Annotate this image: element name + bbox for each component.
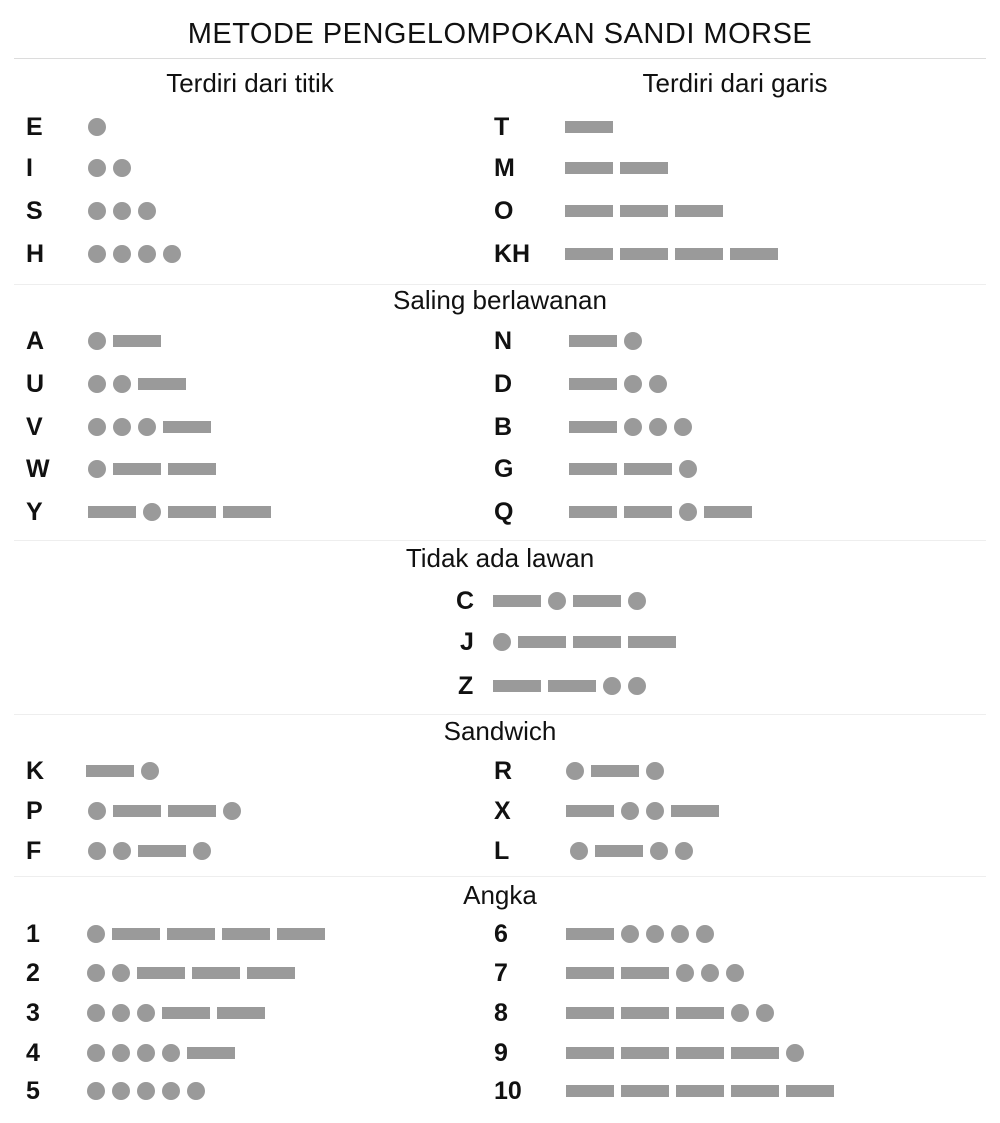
dot-symbol: [621, 802, 639, 820]
dot-symbol: [88, 202, 106, 220]
dash-symbol: [731, 1047, 779, 1059]
dot-symbol: [624, 418, 642, 436]
morse-label: S: [26, 197, 43, 225]
dot-symbol: [163, 245, 181, 263]
dash-symbol: [621, 1007, 669, 1019]
heading-dashes: Terdiri dari garis: [642, 68, 828, 98]
dot-symbol: [646, 802, 664, 820]
morse-label: B: [494, 413, 513, 441]
morse-label: P: [26, 797, 43, 825]
heading-numbers: Angka: [463, 880, 537, 910]
dash-symbol: [138, 845, 186, 857]
dot-symbol: [162, 1082, 180, 1100]
dash-symbol: [620, 162, 668, 174]
morse-label: I: [26, 154, 33, 182]
dot-symbol: [696, 925, 714, 943]
dash-symbol: [113, 463, 161, 475]
dot-symbol: [701, 964, 719, 982]
dash-symbol: [569, 463, 617, 475]
morse-label: 7: [494, 959, 508, 987]
dot-symbol: [679, 460, 697, 478]
morse-label: X: [494, 797, 511, 825]
dash-symbol: [548, 680, 596, 692]
dash-symbol: [569, 506, 617, 518]
dot-symbol: [113, 202, 131, 220]
morse-label: V: [26, 413, 43, 441]
dot-symbol: [88, 375, 106, 393]
dot-symbol: [649, 418, 667, 436]
dot-symbol: [187, 1082, 205, 1100]
section-divider: [14, 540, 986, 541]
morse-label: Y: [26, 498, 43, 526]
dash-symbol: [704, 506, 752, 518]
dash-symbol: [168, 463, 216, 475]
dash-symbol: [113, 335, 161, 347]
dot-symbol: [138, 418, 156, 436]
dot-symbol: [88, 460, 106, 478]
morse-label: G: [494, 455, 514, 483]
dot-symbol: [112, 1004, 130, 1022]
dot-symbol: [138, 245, 156, 263]
dot-symbol: [113, 159, 131, 177]
dash-symbol: [675, 248, 723, 260]
dot-symbol: [143, 503, 161, 521]
dot-symbol: [628, 592, 646, 610]
morse-label: W: [26, 455, 50, 483]
morse-label: 8: [494, 999, 508, 1027]
dash-symbol: [566, 928, 614, 940]
dot-symbol: [675, 842, 693, 860]
dot-symbol: [87, 1044, 105, 1062]
dot-symbol: [88, 842, 106, 860]
dash-symbol: [573, 636, 621, 648]
dot-symbol: [88, 802, 106, 820]
dash-symbol: [566, 1007, 614, 1019]
dash-symbol: [162, 1007, 210, 1019]
dash-symbol: [566, 1085, 614, 1097]
dash-symbol: [222, 928, 270, 940]
morse-label: 2: [26, 959, 40, 987]
morse-label: J: [460, 628, 474, 656]
morse-label: A: [26, 327, 45, 355]
dot-symbol: [113, 245, 131, 263]
morse-label: F: [26, 837, 42, 865]
dot-symbol: [649, 375, 667, 393]
dash-symbol: [731, 1085, 779, 1097]
dot-symbol: [624, 332, 642, 350]
morse-label: 4: [26, 1039, 40, 1067]
dot-symbol: [162, 1044, 180, 1062]
dash-symbol: [565, 205, 613, 217]
morse-label: H: [26, 240, 45, 268]
morse-label: Z: [458, 672, 474, 700]
dash-symbol: [187, 1047, 235, 1059]
dash-symbol: [621, 1085, 669, 1097]
dot-symbol: [137, 1004, 155, 1022]
dot-symbol: [88, 245, 106, 263]
dash-symbol: [565, 121, 613, 133]
page-title: METODE PENGELOMPOKAN SANDI MORSE: [187, 18, 813, 50]
dot-symbol: [624, 375, 642, 393]
dash-symbol: [86, 765, 134, 777]
dash-symbol: [591, 765, 639, 777]
dash-symbol: [223, 506, 271, 518]
dot-symbol: [756, 1004, 774, 1022]
heading-opposite: Saling berlawanan: [393, 285, 607, 315]
dash-symbol: [112, 928, 160, 940]
dot-symbol: [566, 762, 584, 780]
dot-symbol: [676, 964, 694, 982]
heading-sandwich: Sandwich: [443, 716, 557, 746]
dot-symbol: [113, 842, 131, 860]
dash-symbol: [113, 805, 161, 817]
morse-label: T: [494, 113, 510, 141]
dash-symbol: [493, 680, 541, 692]
dot-symbol: [112, 1082, 130, 1100]
dash-symbol: [566, 805, 614, 817]
dash-symbol: [168, 506, 216, 518]
morse-label: U: [26, 370, 45, 398]
dash-symbol: [569, 335, 617, 347]
dash-symbol: [192, 967, 240, 979]
morse-label: M: [494, 154, 515, 182]
morse-label: KH: [494, 240, 531, 268]
morse-label: N: [494, 327, 513, 355]
dash-symbol: [247, 967, 295, 979]
dash-symbol: [518, 636, 566, 648]
morse-label: 6: [494, 920, 508, 948]
section-divider: [14, 876, 986, 877]
dash-symbol: [163, 421, 211, 433]
dash-symbol: [217, 1007, 265, 1019]
dot-symbol: [650, 842, 668, 860]
dash-symbol: [573, 595, 621, 607]
dot-symbol: [674, 418, 692, 436]
heading-dots: Terdiri dari titik: [166, 68, 334, 98]
dash-symbol: [566, 967, 614, 979]
dash-symbol: [628, 636, 676, 648]
dot-symbol: [113, 375, 131, 393]
dot-symbol: [679, 503, 697, 521]
title-divider: [14, 58, 986, 59]
dash-symbol: [671, 805, 719, 817]
dot-symbol: [88, 418, 106, 436]
morse-label: Q: [494, 498, 514, 526]
heading-no-opposite: Tidak ada lawan: [405, 543, 595, 573]
dash-symbol: [621, 1047, 669, 1059]
dash-symbol: [620, 248, 668, 260]
dash-symbol: [676, 1007, 724, 1019]
dot-symbol: [87, 964, 105, 982]
dot-symbol: [646, 762, 664, 780]
dot-symbol: [112, 1044, 130, 1062]
dash-symbol: [168, 805, 216, 817]
dash-symbol: [277, 928, 325, 940]
dash-symbol: [137, 967, 185, 979]
dash-symbol: [620, 205, 668, 217]
dash-symbol: [676, 1047, 724, 1059]
dot-symbol: [138, 202, 156, 220]
dot-symbol: [548, 592, 566, 610]
dash-symbol: [88, 506, 136, 518]
morse-label: 5: [26, 1077, 40, 1105]
dot-symbol: [646, 925, 664, 943]
dot-symbol: [570, 842, 588, 860]
dot-symbol: [141, 762, 159, 780]
dot-symbol: [628, 677, 646, 695]
dot-symbol: [88, 118, 106, 136]
dash-symbol: [566, 1047, 614, 1059]
dot-symbol: [726, 964, 744, 982]
morse-label: 10: [494, 1077, 522, 1105]
dash-symbol: [621, 967, 669, 979]
dash-symbol: [493, 595, 541, 607]
dash-symbol: [624, 463, 672, 475]
dot-symbol: [671, 925, 689, 943]
section-divider: [14, 284, 986, 285]
dash-symbol: [730, 248, 778, 260]
dot-symbol: [603, 677, 621, 695]
morse-label: 1: [26, 920, 40, 948]
dot-symbol: [621, 925, 639, 943]
dash-symbol: [167, 928, 215, 940]
dot-symbol: [137, 1044, 155, 1062]
dot-symbol: [87, 1082, 105, 1100]
morse-label: O: [494, 197, 514, 225]
morse-label: R: [494, 757, 513, 785]
dash-symbol: [569, 421, 617, 433]
dot-symbol: [87, 1004, 105, 1022]
morse-label: 9: [494, 1039, 508, 1067]
dash-symbol: [569, 378, 617, 390]
dot-symbol: [786, 1044, 804, 1062]
morse-label: E: [26, 113, 43, 141]
dot-symbol: [88, 332, 106, 350]
morse-label: K: [26, 757, 45, 785]
dash-symbol: [565, 248, 613, 260]
dot-symbol: [113, 418, 131, 436]
dash-symbol: [675, 205, 723, 217]
morse-label: 3: [26, 999, 40, 1027]
dash-symbol: [786, 1085, 834, 1097]
dash-symbol: [138, 378, 186, 390]
dot-symbol: [137, 1082, 155, 1100]
section-divider: [14, 714, 986, 715]
dot-symbol: [493, 633, 511, 651]
morse-label: L: [494, 837, 510, 865]
dash-symbol: [565, 162, 613, 174]
dash-symbol: [676, 1085, 724, 1097]
morse-label: D: [494, 370, 513, 398]
dash-symbol: [595, 845, 643, 857]
dot-symbol: [193, 842, 211, 860]
dot-symbol: [731, 1004, 749, 1022]
dot-symbol: [88, 159, 106, 177]
dot-symbol: [87, 925, 105, 943]
morse-label: C: [456, 587, 475, 615]
dot-symbol: [223, 802, 241, 820]
dash-symbol: [624, 506, 672, 518]
dot-symbol: [112, 964, 130, 982]
